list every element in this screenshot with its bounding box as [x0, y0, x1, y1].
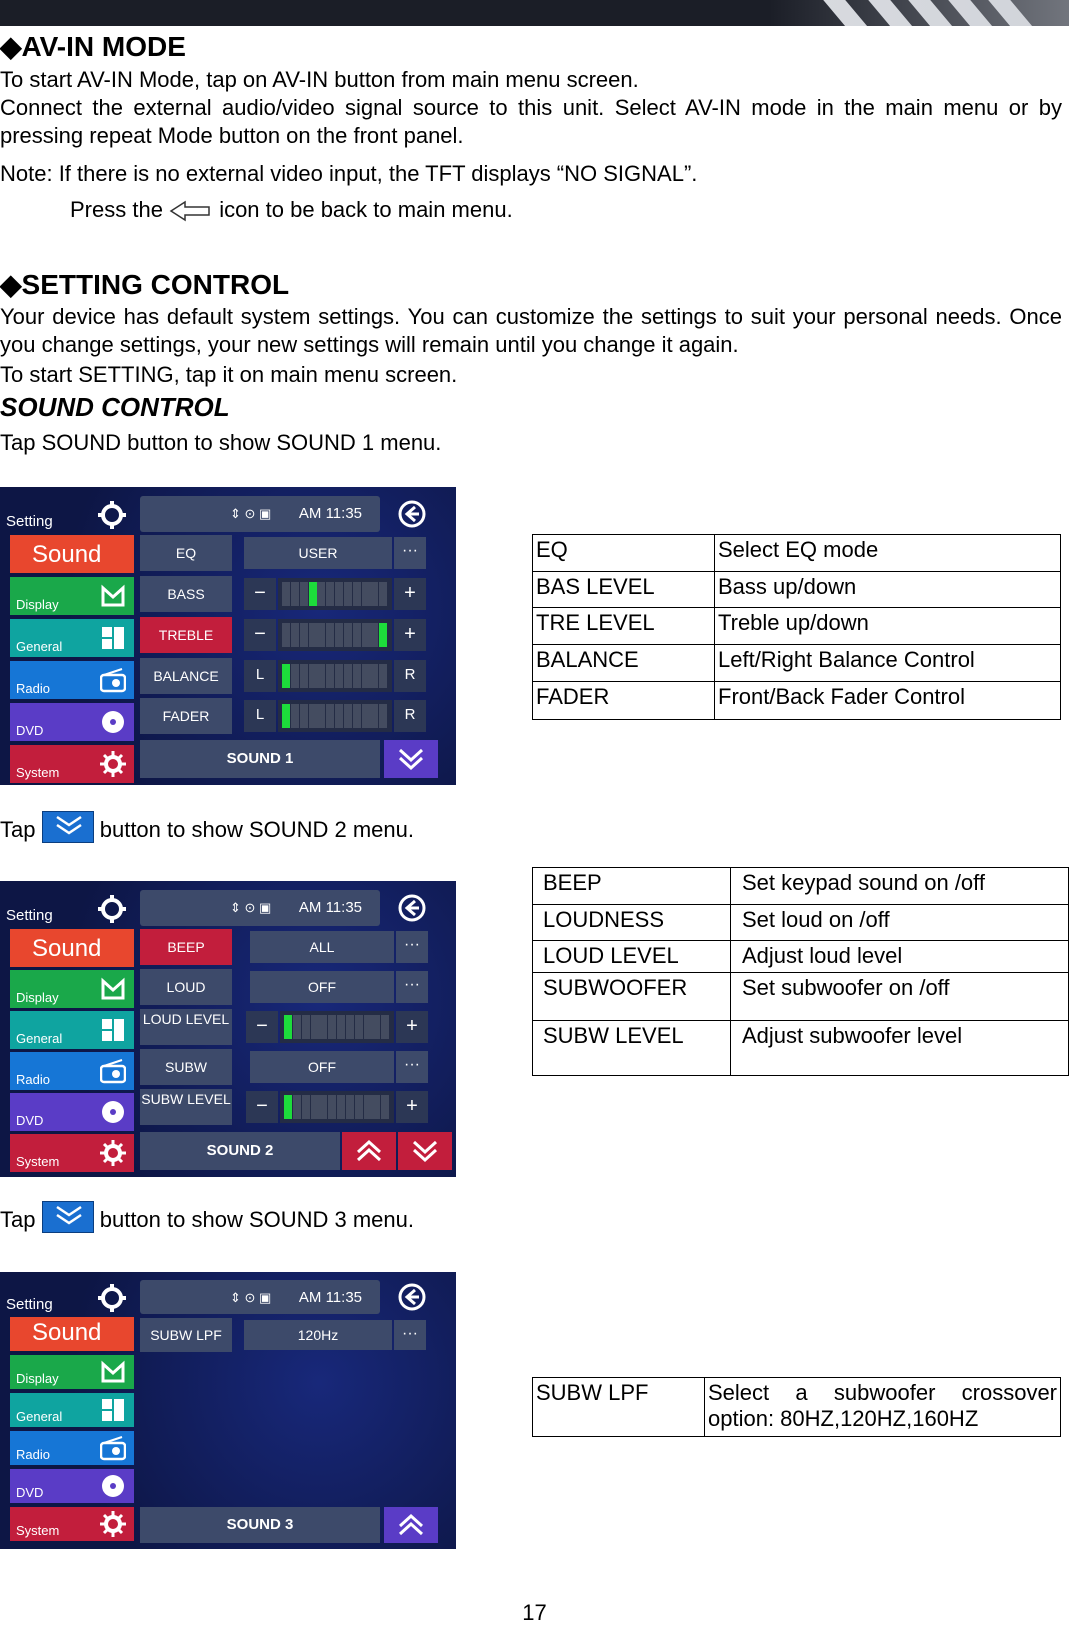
table-row [533, 868, 1069, 905]
sidebar-item-sound[interactable] [10, 929, 134, 967]
param-balance[interactable]: BALANCE [140, 658, 232, 694]
loud-more-button[interactable]: ··· [396, 971, 428, 1003]
double-chevron-down-icon [43, 812, 95, 844]
slider-segment [326, 582, 334, 606]
slider-segment [300, 623, 308, 647]
sound3-footer: SOUND 3 [140, 1507, 380, 1543]
tap-pre: Tap [0, 816, 36, 842]
gear-icon [96, 893, 128, 925]
table-cell: Select a subwoofer crossover option: 80HZ,120HZ,160HZ [705, 1378, 1061, 1437]
param-treble[interactable]: TREBLE [140, 617, 232, 653]
page-down-button[interactable] [384, 740, 438, 778]
loud-level-minus-button[interactable]: − [246, 1011, 278, 1043]
double-chevron-up-icon [396, 1510, 426, 1540]
back-icon[interactable] [397, 893, 427, 923]
slider-segment [379, 664, 387, 688]
sidebar-item-label: System [16, 1523, 60, 1538]
general-icon [100, 1017, 126, 1043]
sidebar-item-sound[interactable] [10, 1317, 134, 1351]
dvd-disc-icon [100, 1099, 126, 1125]
sidebar-item-label: Display [16, 597, 59, 612]
table-cell: LOUD LEVEL [533, 941, 731, 973]
slider-segment [319, 1095, 327, 1119]
slider-segment [337, 1015, 345, 1039]
slider-segment [337, 1095, 345, 1119]
sound2-footer: SOUND 2 [140, 1132, 340, 1170]
sidebar-item-label: Radio [16, 1072, 50, 1087]
subw-level-minus-button[interactable]: − [246, 1091, 278, 1123]
beep-value: ALL [250, 931, 394, 963]
slider-segment [291, 623, 299, 647]
balance-slider[interactable] [278, 660, 392, 692]
sidebar-item-display[interactable] [10, 577, 134, 615]
subw-value: OFF [250, 1051, 394, 1083]
slider-segment [370, 623, 378, 647]
slider-segment [381, 1095, 389, 1119]
sound2-spec-table [532, 867, 1069, 1076]
sidebar-item-display[interactable] [10, 970, 134, 1008]
sound1-screen [0, 487, 456, 785]
table-cell: Set keypad sound on /off [731, 868, 1069, 905]
table-row [533, 1378, 1061, 1437]
table-row [533, 608, 1061, 645]
slider-segment [300, 704, 308, 728]
avin-back-instruction [70, 196, 513, 224]
slider-segment [353, 582, 361, 606]
sound1-footer: SOUND 1 [140, 740, 380, 778]
slider-segment [344, 582, 352, 606]
sidebar-item-label: Radio [16, 1447, 50, 1462]
sidebar-item-label: Sound [32, 1319, 102, 1346]
dvd-disc-icon [100, 1473, 126, 1499]
slider-segment [317, 582, 325, 606]
sidebar-item-label: Sound [32, 935, 102, 962]
gear-icon [96, 1282, 128, 1314]
sidebar-item-dvd[interactable] [10, 1093, 134, 1131]
avin-heading: ◆AV-IN MODE [0, 31, 186, 62]
slider-segment [311, 1095, 319, 1119]
status-indicator-icons: ⇕ ⊙ ▣ [230, 506, 272, 521]
double-chevron-down-icon [410, 1136, 440, 1166]
bass-minus-button[interactable]: − [244, 578, 276, 610]
slider-segment [344, 623, 352, 647]
treble-slider[interactable] [278, 619, 392, 651]
slider-segment [355, 1095, 363, 1119]
slider-segment [282, 704, 290, 728]
slider-segment [282, 664, 290, 688]
bass-slider[interactable] [278, 578, 392, 610]
back-instruction-pre: Press the [70, 197, 163, 222]
sidebar-item-label: General [16, 1031, 63, 1046]
setting-title: Setting [6, 1296, 53, 1313]
fader-left-button[interactable]: L [244, 700, 276, 732]
general-icon [100, 1397, 126, 1423]
slider-segment [335, 664, 343, 688]
table-cell: FADER [533, 682, 715, 720]
tap-post: button to show SOUND 2 menu. [99, 816, 414, 842]
status-bar [140, 1280, 380, 1314]
sidebar-item-label: Radio [16, 681, 50, 696]
table-cell: LOUDNESS [533, 905, 731, 941]
sidebar-item-display[interactable] [10, 1355, 134, 1389]
slider-segment [328, 1095, 336, 1119]
slider-segment [364, 1095, 372, 1119]
table-cell: Adjust subwoofer level [731, 1021, 1069, 1076]
setting-title: Setting [6, 513, 53, 530]
slider-segment [379, 582, 387, 606]
slider-segment [346, 1095, 354, 1119]
param-eq[interactable]: EQ [140, 535, 232, 571]
radio-icon [100, 1435, 126, 1461]
avin-paragraph-1: To start AV-IN Mode, tap on AV-IN button from main menu screen. [0, 67, 639, 92]
slider-segment [309, 704, 317, 728]
sidebar-item-label: System [16, 1154, 60, 1169]
general-icon [100, 625, 126, 651]
slider-segment [372, 1095, 380, 1119]
table-row [533, 645, 1061, 682]
system-gear-icon [100, 1140, 126, 1166]
page-up-button[interactable] [384, 1507, 438, 1543]
slider-segment [372, 1015, 380, 1039]
treble-plus-button[interactable]: + [394, 619, 426, 651]
slider-segment [302, 1015, 310, 1039]
double-chevron-down-icon [43, 1202, 95, 1234]
eq-more-button[interactable]: ··· [394, 537, 426, 569]
param-bass[interactable]: BASS [140, 576, 232, 612]
double-chevron-up-icon [354, 1136, 384, 1166]
loud-level-plus-button[interactable]: + [396, 1011, 428, 1043]
slider-segment [379, 623, 387, 647]
slider-segment [291, 664, 299, 688]
tap-post: button to show SOUND 3 menu. [99, 1206, 414, 1232]
eq-value: USER [244, 537, 392, 569]
table-cell: Front/Back Fader Control [715, 682, 1061, 720]
system-gear-icon [100, 751, 126, 777]
radio-icon [100, 667, 126, 693]
sidebar-item-label: DVD [16, 1485, 44, 1500]
table-cell: EQ [533, 535, 715, 572]
balance-right-button[interactable]: R [394, 660, 426, 692]
slider-segment [370, 664, 378, 688]
tap-sound-instruction: Tap SOUND button to show SOUND 1 menu. [0, 430, 442, 455]
sound3-screen [0, 1272, 456, 1549]
system-gear-icon [100, 1511, 126, 1537]
table-row [533, 941, 1069, 973]
slider-segment [353, 664, 361, 688]
param-beep[interactable]: BEEP [140, 929, 232, 965]
slider-segment [362, 623, 370, 647]
header-decoration-bar [0, 0, 1069, 26]
page-number: 17 [522, 1600, 547, 1625]
table-cell: BEEP [533, 868, 731, 905]
page-up-button[interactable] [342, 1132, 396, 1170]
slider-segment [362, 704, 370, 728]
setting-heading: ◆SETTING CONTROL [0, 269, 290, 300]
slider-segment [335, 623, 343, 647]
slider-segment [282, 582, 290, 606]
sidebar-item-system[interactable] [10, 745, 134, 783]
slider-segment [317, 623, 325, 647]
slider-segment [355, 1015, 363, 1039]
table-cell: TRE LEVEL [533, 608, 715, 645]
beep-more-button[interactable]: ··· [396, 931, 428, 963]
table-cell: Set subwoofer on /off [731, 973, 1069, 1021]
back-icon[interactable] [397, 499, 427, 529]
slider-segment [326, 623, 334, 647]
slider-segment [300, 582, 308, 606]
sidebar-item-label: DVD [16, 1113, 44, 1128]
sound2-screen [0, 881, 456, 1177]
fader-slider[interactable] [278, 700, 392, 732]
sidebar-item-dvd[interactable] [10, 703, 134, 741]
tap-sound3-instruction [0, 1205, 414, 1237]
status-bar [140, 890, 380, 926]
slider-segment [326, 704, 334, 728]
status-indicator-icons: ⇕ ⊙ ▣ [230, 1290, 272, 1305]
slider-segment [284, 1015, 292, 1039]
back-arrow-icon [169, 199, 213, 223]
sidebar-item-label: Display [16, 990, 59, 1005]
setting-paragraph-2: To start SETTING, tap it on main menu screen. [0, 362, 458, 387]
slider-segment [300, 664, 308, 688]
slider-segment [282, 623, 290, 647]
table-row [533, 682, 1061, 720]
subw-level-plus-button[interactable]: + [396, 1091, 428, 1123]
slider-segment [335, 582, 343, 606]
page-down-button-sample [42, 1201, 94, 1233]
param-loud-level[interactable]: LOUD LEVEL [140, 1009, 232, 1045]
sidebar-item-label: Sound [32, 541, 102, 568]
slider-segment [319, 1015, 327, 1039]
slider-segment [335, 704, 343, 728]
table-cell: Treble up/down [715, 608, 1061, 645]
table-cell: BAS LEVEL [533, 572, 715, 608]
slider-segment [284, 1095, 292, 1119]
sound-control-heading: SOUND CONTROL [0, 392, 230, 422]
slider-segment [353, 704, 361, 728]
tap-sound2-instruction [0, 815, 414, 847]
table-cell: SUBWOOFER [533, 973, 731, 1021]
param-subw[interactable]: SUBW [140, 1049, 232, 1085]
loud-level-slider[interactable] [280, 1011, 394, 1043]
clock: AM 11:35 [298, 505, 362, 522]
slider-segment [317, 664, 325, 688]
table-row [533, 905, 1069, 941]
slider-segment [311, 1015, 319, 1039]
slider-segment [364, 1015, 372, 1039]
table-cell: Bass up/down [715, 572, 1061, 608]
slider-segment [302, 1095, 310, 1119]
fader-right-button[interactable]: R [394, 700, 426, 732]
display-icon [100, 583, 126, 609]
sidebar-item-label: System [16, 765, 60, 780]
bass-plus-button[interactable]: + [394, 578, 426, 610]
table-row [533, 973, 1069, 1021]
slider-segment [346, 1015, 354, 1039]
sidebar-item-radio[interactable] [10, 1052, 134, 1090]
slider-segment [362, 664, 370, 688]
avin-note: Note: If there is no external video input, the TFT displays “NO SIGNAL”. [0, 161, 698, 186]
sidebar-item-label: Display [16, 1371, 59, 1386]
subw-lpf-more-button[interactable]: ··· [394, 1320, 426, 1350]
gear-icon [96, 499, 128, 531]
subw-lpf-value: 120Hz [244, 1320, 392, 1350]
sidebar-item-general[interactable] [10, 1011, 134, 1049]
slider-segment [291, 582, 299, 606]
tap-pre: Tap [0, 1206, 36, 1232]
slider-segment [317, 704, 325, 728]
slider-segment [309, 623, 317, 647]
status-bar [140, 496, 380, 532]
sound1-spec-table [532, 534, 1061, 720]
table-cell: SUBW LEVEL [533, 1021, 731, 1076]
slider-segment [328, 1015, 336, 1039]
dvd-disc-icon [100, 709, 126, 735]
sidebar-item-general[interactable] [10, 1393, 134, 1427]
param-loud[interactable]: LOUD [140, 969, 232, 1005]
table-cell: Adjust loud level [731, 941, 1069, 973]
slider-segment [309, 664, 317, 688]
slider-segment [370, 704, 378, 728]
clock: AM 11:35 [298, 899, 362, 916]
radio-icon [100, 1058, 126, 1084]
sidebar-item-system[interactable] [10, 1134, 134, 1172]
sidebar-item-general[interactable] [10, 619, 134, 657]
slider-segment [344, 664, 352, 688]
display-icon [100, 976, 126, 1002]
slider-segment [326, 664, 334, 688]
subw-more-button[interactable]: ··· [396, 1051, 428, 1083]
sidebar-item-sound[interactable] [10, 535, 134, 573]
double-chevron-down-icon [396, 744, 426, 774]
display-icon [100, 1359, 126, 1385]
page-down-button-sample [42, 811, 94, 843]
status-indicator-icons: ⇕ ⊙ ▣ [230, 900, 272, 915]
table-cell: SUBW LPF [533, 1378, 705, 1437]
loud-value: OFF [250, 971, 394, 1003]
table-cell: Left/Right Balance Control [715, 645, 1061, 682]
slider-segment [379, 704, 387, 728]
treble-minus-button[interactable]: − [244, 619, 276, 651]
param-fader[interactable]: FADER [140, 698, 232, 734]
slider-segment [362, 582, 370, 606]
setting-paragraph-1: Your device has default system settings. You can customize the settings to suit your personal needs. Once you change settings, your new settings will remain until you change it again. [0, 304, 1062, 357]
avin-paragraph-2: Connect the external audio/video signal source to this unit. Select AV-IN mode in the main menu or by pressing repeat Mode button on the front panel. [0, 95, 1062, 148]
sound3-spec-table [532, 1377, 1061, 1437]
table-row [533, 572, 1061, 608]
table-row [533, 535, 1061, 572]
sidebar-item-radio[interactable] [10, 661, 134, 699]
back-instruction-post: icon to be back to main menu. [219, 197, 513, 222]
sidebar-item-label: General [16, 639, 63, 654]
slider-segment [344, 704, 352, 728]
sidebar-item-system[interactable] [10, 1507, 134, 1541]
setting-title: Setting [6, 907, 53, 924]
sidebar-item-dvd[interactable] [10, 1469, 134, 1503]
slider-segment [370, 582, 378, 606]
slider-segment [353, 623, 361, 647]
param-subw-lpf[interactable]: SUBW LPF [140, 1318, 232, 1352]
balance-left-button[interactable]: L [244, 660, 276, 692]
sidebar-item-label: General [16, 1409, 63, 1424]
table-cell: Select EQ mode [715, 535, 1061, 572]
sidebar-item-label: DVD [16, 723, 44, 738]
clock: AM 11:35 [298, 1289, 362, 1306]
slider-segment [293, 1015, 301, 1039]
back-icon[interactable] [397, 1282, 427, 1312]
slider-segment [293, 1095, 301, 1119]
slider-segment [381, 1015, 389, 1039]
table-cell: Set loud on /off [731, 905, 1069, 941]
table-cell: BALANCE [533, 645, 715, 682]
table-row [533, 1021, 1069, 1076]
sidebar-item-radio[interactable] [10, 1431, 134, 1465]
slider-segment [291, 704, 299, 728]
param-subw-level[interactable]: SUBW LEVEL [140, 1089, 232, 1125]
page-down-button[interactable] [398, 1132, 452, 1170]
slider-segment [309, 582, 317, 606]
subw-level-slider[interactable] [280, 1091, 394, 1123]
